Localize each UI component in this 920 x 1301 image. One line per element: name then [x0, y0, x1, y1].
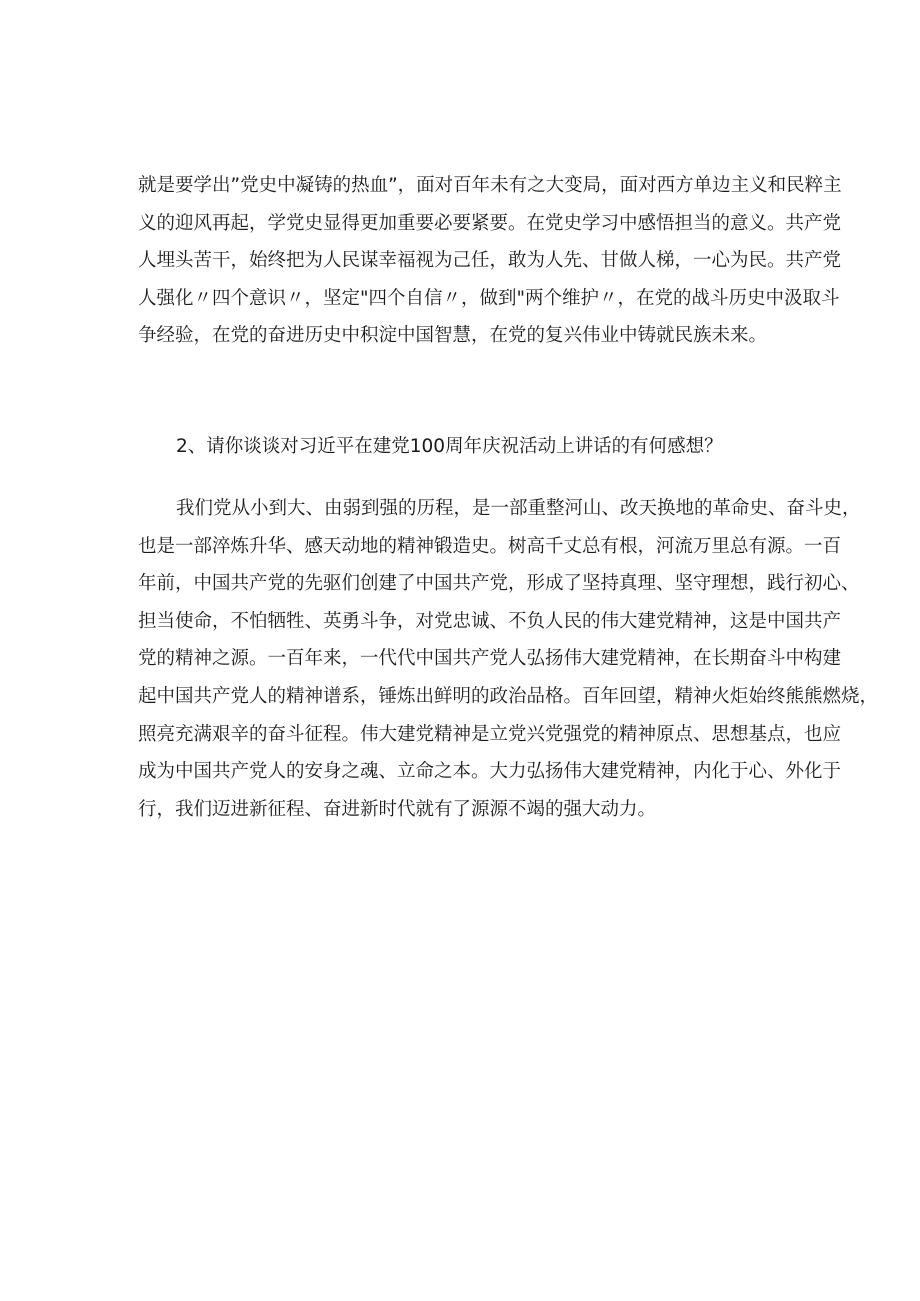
text-line: 人埋头苦干，始终把为人民谋幸福视为己任，敢为人先、甘做人梯，一心为民。共产党 [138, 250, 842, 272]
text-line: 起中国共产党人的精神谱系，锤炼出鲜明的政治品格。百年回望，精神火炬始终熊熊燃烧， [138, 685, 879, 707]
text-line: 人强化〃四个意识〃，坚定"四个自信〃，做到"两个维护〃，在党的战斗历史中汲取斗 [138, 287, 840, 309]
text-line: 义的迎风再起，学党史显得更加重要必要紧要。在党史学习中感悟担当的意义。共产党 [138, 212, 842, 234]
text-line: 担当使命，不怕牺牲、英勇斗争，对党忠诚、不负人民的伟大建党精神，这是中国共产 [138, 610, 842, 632]
text-line: 党的精神之源。一百年来，一代代中国共产党人弘扬伟大建党精神，在长期奋斗中构建 [138, 648, 842, 670]
paragraph-answer [138, 490, 879, 828]
question-text: 2、请你谈谈对习近平在建党100周年庆祝活动上讲话的有何感想？ [176, 436, 723, 457]
paragraph-party-history [138, 167, 842, 355]
text-line: 行，我们迈进新征程、奋进新时代就有了源源不竭的强大动力。 [138, 798, 657, 820]
text-line: 年前，中国共产党的先驱们创建了中国共产党，形成了坚持真理、坚守理想，践行初心、 [138, 573, 860, 595]
text-line: 就是要学出”党史中凝铸的热血”，面对百年未有之大变局，面对西方单边主义和民粹主 [138, 175, 842, 196]
text-line: 我们党从小到大、由弱到强的历程，是一部重整河山、改天换地的革命史、奋斗史， [176, 498, 861, 519]
text-line: 争经验，在党的奋进历史中积淀中国智慧，在党的复兴伟业中铸就民族未来。 [138, 325, 768, 347]
text-line: 也是一部淬炼升华、感天动地的精神锻造史。树高千丈总有根，河流万里总有源。一百 [138, 535, 842, 557]
question-heading [138, 428, 788, 466]
text-line: 成为中国共产党人的安身之魂、立命之本。大力弘扬伟大建党精神，内化于心、外化于 [138, 761, 842, 783]
text-line: 照亮充满艰辛的奋斗征程。伟大建党精神是立党兴党强党的精神原点、思想基点，也应 [138, 723, 842, 745]
